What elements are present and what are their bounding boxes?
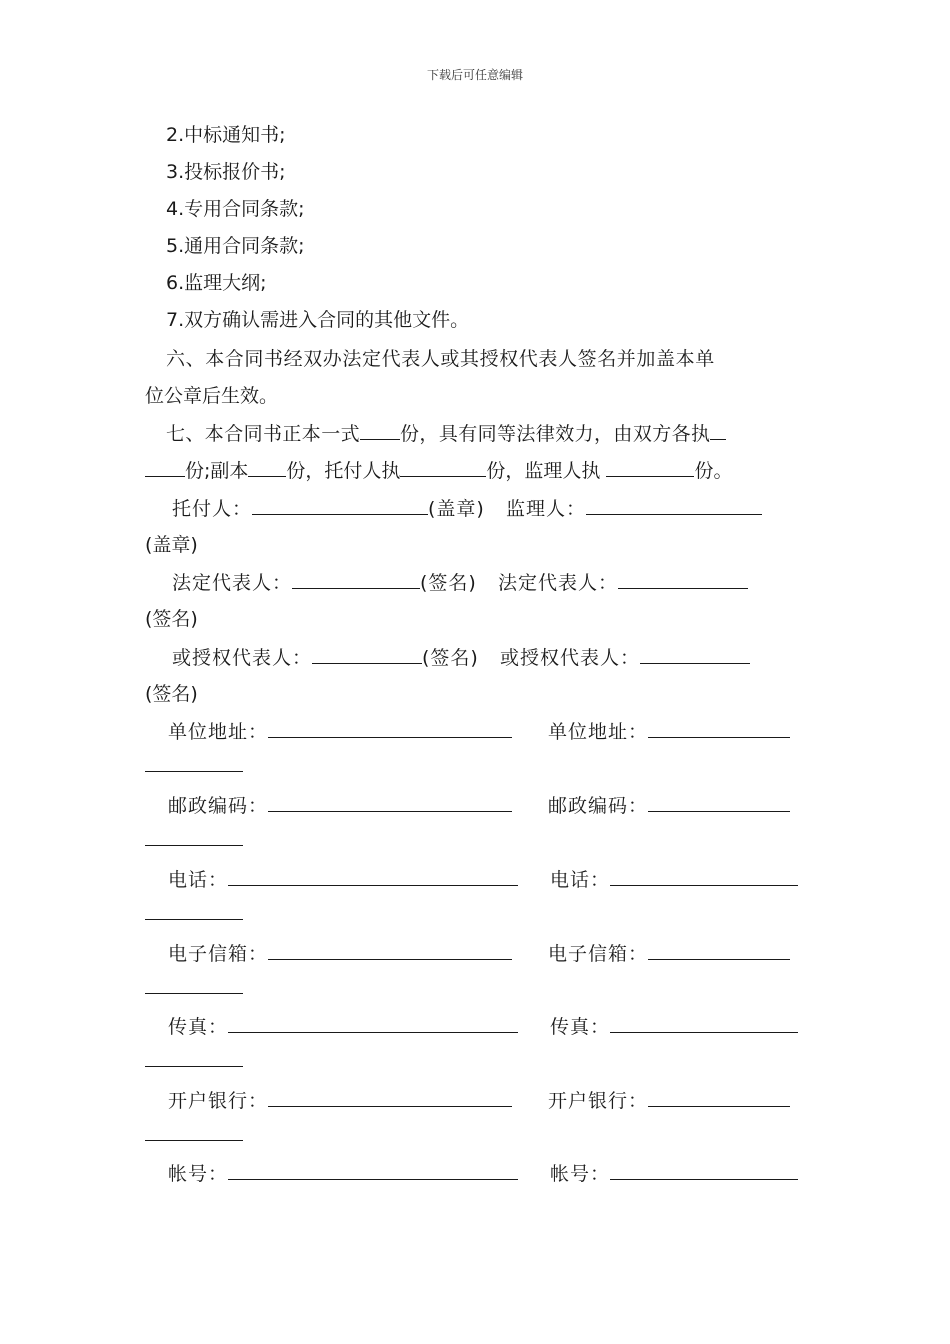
field-blank (648, 792, 790, 812)
list-item: 5.通用合同条款; (166, 235, 305, 257)
sign-label: (签名) (422, 647, 479, 669)
legal-rep-blank (292, 569, 420, 589)
field-blank (268, 718, 512, 738)
field-blank (648, 1087, 790, 1107)
sign-label: (签名) (145, 683, 198, 705)
field-blank (145, 752, 243, 772)
field-blank (268, 792, 512, 812)
field-blank (228, 1013, 518, 1033)
list-item: 4.专用合同条款; (166, 198, 305, 220)
clause-seven-text: 份，托付人执 (286, 460, 401, 482)
field-label: 传真： (168, 1016, 229, 1038)
blank-line (606, 457, 694, 477)
blank-line (360, 420, 400, 440)
field-label: 开户银行： (548, 1090, 649, 1112)
supervisor-label: 监理人： (505, 498, 586, 520)
legal-rep-label: 法定代表人： (172, 572, 293, 594)
field-blank (145, 974, 243, 994)
field-label: 单位地址： (168, 721, 269, 743)
client-blank (252, 495, 428, 515)
seal-label: (盖章) (428, 498, 485, 520)
field-blank (610, 1013, 798, 1033)
blank-line (248, 457, 286, 477)
field-blank (610, 866, 798, 886)
list-item: 7.双方确认需进入合同的其他文件。 (166, 309, 470, 331)
clause-seven-text: 份;副本 (185, 460, 249, 482)
legal-rep-line (172, 569, 812, 596)
clause-seven-text: 份。 (694, 460, 733, 482)
auth-rep-label: 或授权代表人： (172, 647, 313, 669)
client-label: 托付人： (172, 498, 253, 520)
clause-seven-text: 份，具有同等法律效力，由双方各执 (400, 423, 711, 445)
auth-rep-blank (640, 644, 750, 664)
field-blank (145, 826, 243, 846)
field-blank (145, 900, 243, 920)
field-label: 邮政编码： (168, 795, 269, 817)
clause-seven-text: 份，监理人执 (486, 460, 601, 482)
supervisor-blank (586, 495, 762, 515)
legal-rep-blank (618, 569, 748, 589)
field-label: 单位地址： (548, 721, 649, 743)
clause-six-line1: 六、本合同书经双办法定代表人或其授权代表人签名并加盖本单 (166, 348, 715, 370)
blank-line (710, 420, 726, 440)
client-signature-line (172, 495, 812, 522)
field-label: 开户银行： (168, 1090, 269, 1112)
field-label: 电子信箱： (168, 943, 269, 965)
clause-seven-line2 (145, 457, 810, 484)
field-blank (648, 718, 790, 738)
field-label: 电话： (168, 869, 229, 891)
field-blank (145, 1047, 243, 1067)
field-blank (648, 940, 790, 960)
field-blank (268, 940, 512, 960)
field-label: 电子信箱： (548, 943, 649, 965)
page-header: 下载后可任意编辑 (426, 68, 523, 82)
clause-seven-line1 (166, 420, 831, 447)
legal-rep-label: 法定代表人： (497, 572, 618, 594)
list-item: 3.投标报价书; (166, 161, 286, 183)
field-label: 帐号： (550, 1163, 611, 1185)
list-item: 6.监理大纲; (166, 272, 267, 294)
field-blank (228, 866, 518, 886)
field-blank (268, 1087, 512, 1107)
auth-rep-line (172, 644, 812, 671)
field-label: 电话： (550, 869, 611, 891)
blank-line (400, 457, 486, 477)
auth-rep-label: 或授权代表人： (499, 647, 640, 669)
field-label: 邮政编码： (548, 795, 649, 817)
clause-six-line2: 位公章后生效。 (145, 385, 279, 407)
field-blank (145, 1121, 243, 1141)
seal-label: (盖章) (145, 534, 198, 556)
sign-label: (签名) (420, 572, 477, 594)
auth-rep-blank (312, 644, 422, 664)
field-blank (228, 1160, 518, 1180)
field-label: 传真： (550, 1016, 611, 1038)
clause-seven-text: 七、本合同书正本一式 (166, 423, 361, 445)
sign-label: (签名) (145, 608, 198, 630)
field-label: 帐号： (168, 1163, 229, 1185)
blank-line (145, 457, 185, 477)
list-item: 2.中标通知书; (166, 124, 286, 146)
field-blank (610, 1160, 798, 1180)
